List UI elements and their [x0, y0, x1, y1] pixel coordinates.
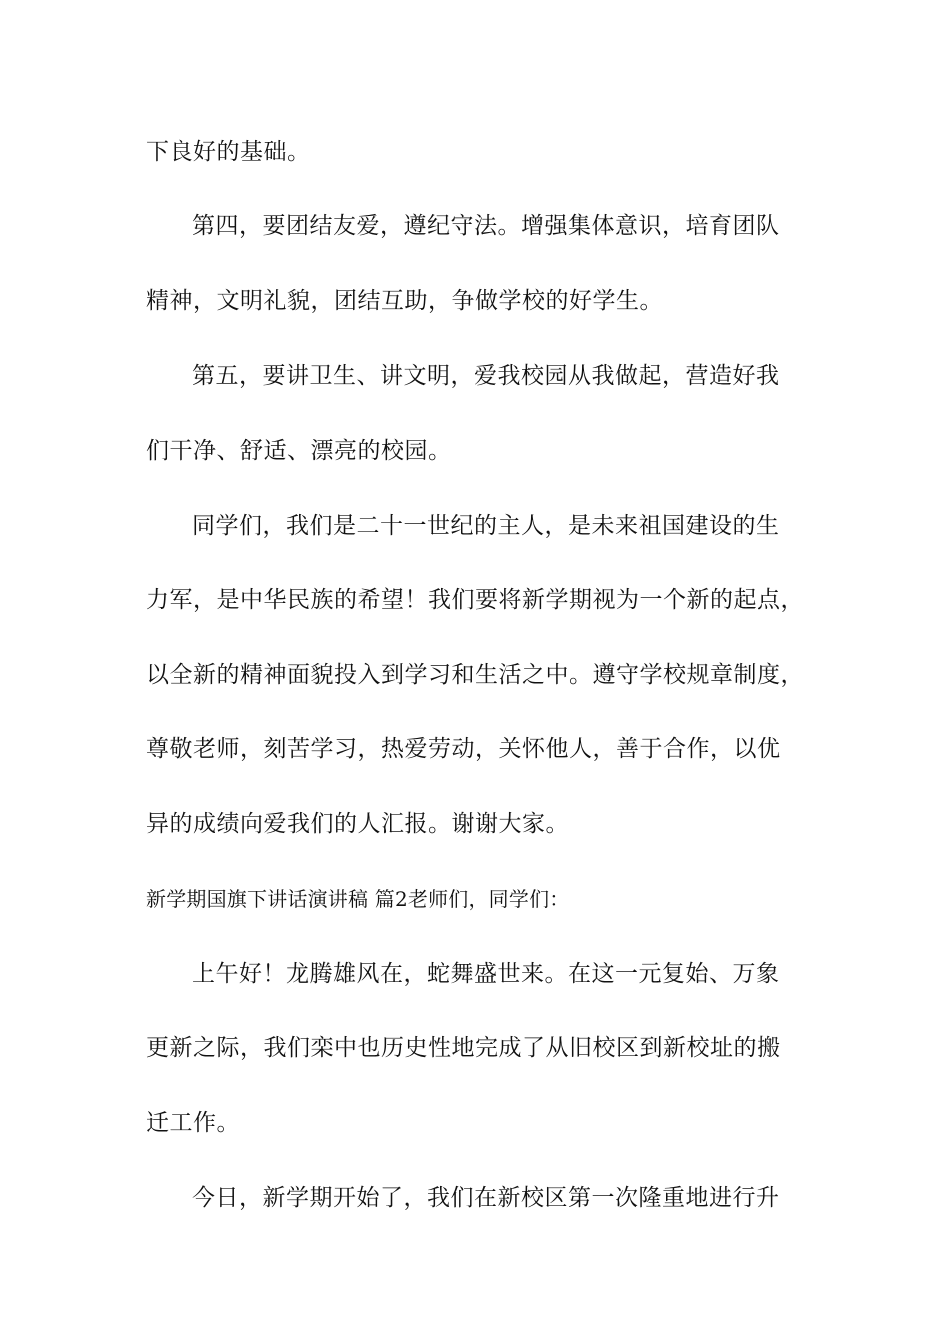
text-line: 更新之际，我们栾中也历史性地完成了从旧校区到新校址的搬 — [146, 1035, 781, 1061]
paragraph-start: 第四，要团结友爱，遵纪守法。增强集体意识，培育团队 — [192, 213, 780, 239]
section-heading: 新学期国旗下讲话演讲稿 篇2老师们，同学们： — [146, 887, 570, 911]
paragraph-start: 今日，新学期开始了，我们在新校区第一次隆重地进行升 — [192, 1185, 780, 1211]
paragraph-start: 上午好！龙腾雄风在，蛇舞盛世来。在这一元复始、万象 — [192, 961, 780, 987]
text-line: 力军，是中华民族的希望！我们要将新学期视为一个新的起点， — [146, 587, 804, 613]
text-line: 以全新的精神面貌投入到学习和生活之中。遵守学校规章制度， — [146, 662, 804, 688]
text-line: 异的成绩向爱我们的人汇报。谢谢大家。 — [146, 811, 569, 837]
text-line: 尊敬老师，刻苦学习，热爱劳动，关怀他人，善于合作，以优 — [146, 736, 781, 762]
text-line: 迁工作。 — [146, 1110, 240, 1136]
text-line: 们干净、舒适、漂亮的校园。 — [146, 438, 452, 464]
text-line: 精神，文明礼貌，团结互助，争做学校的好学生。 — [146, 288, 663, 314]
text-line: 下良好的基础。 — [146, 139, 311, 165]
paragraph-start: 同学们，我们是二十一世纪的主人，是未来祖国建设的生 — [192, 513, 780, 539]
paragraph-start: 第五，要讲卫生、讲文明，爱我校园从我做起，营造好我 — [192, 363, 780, 389]
